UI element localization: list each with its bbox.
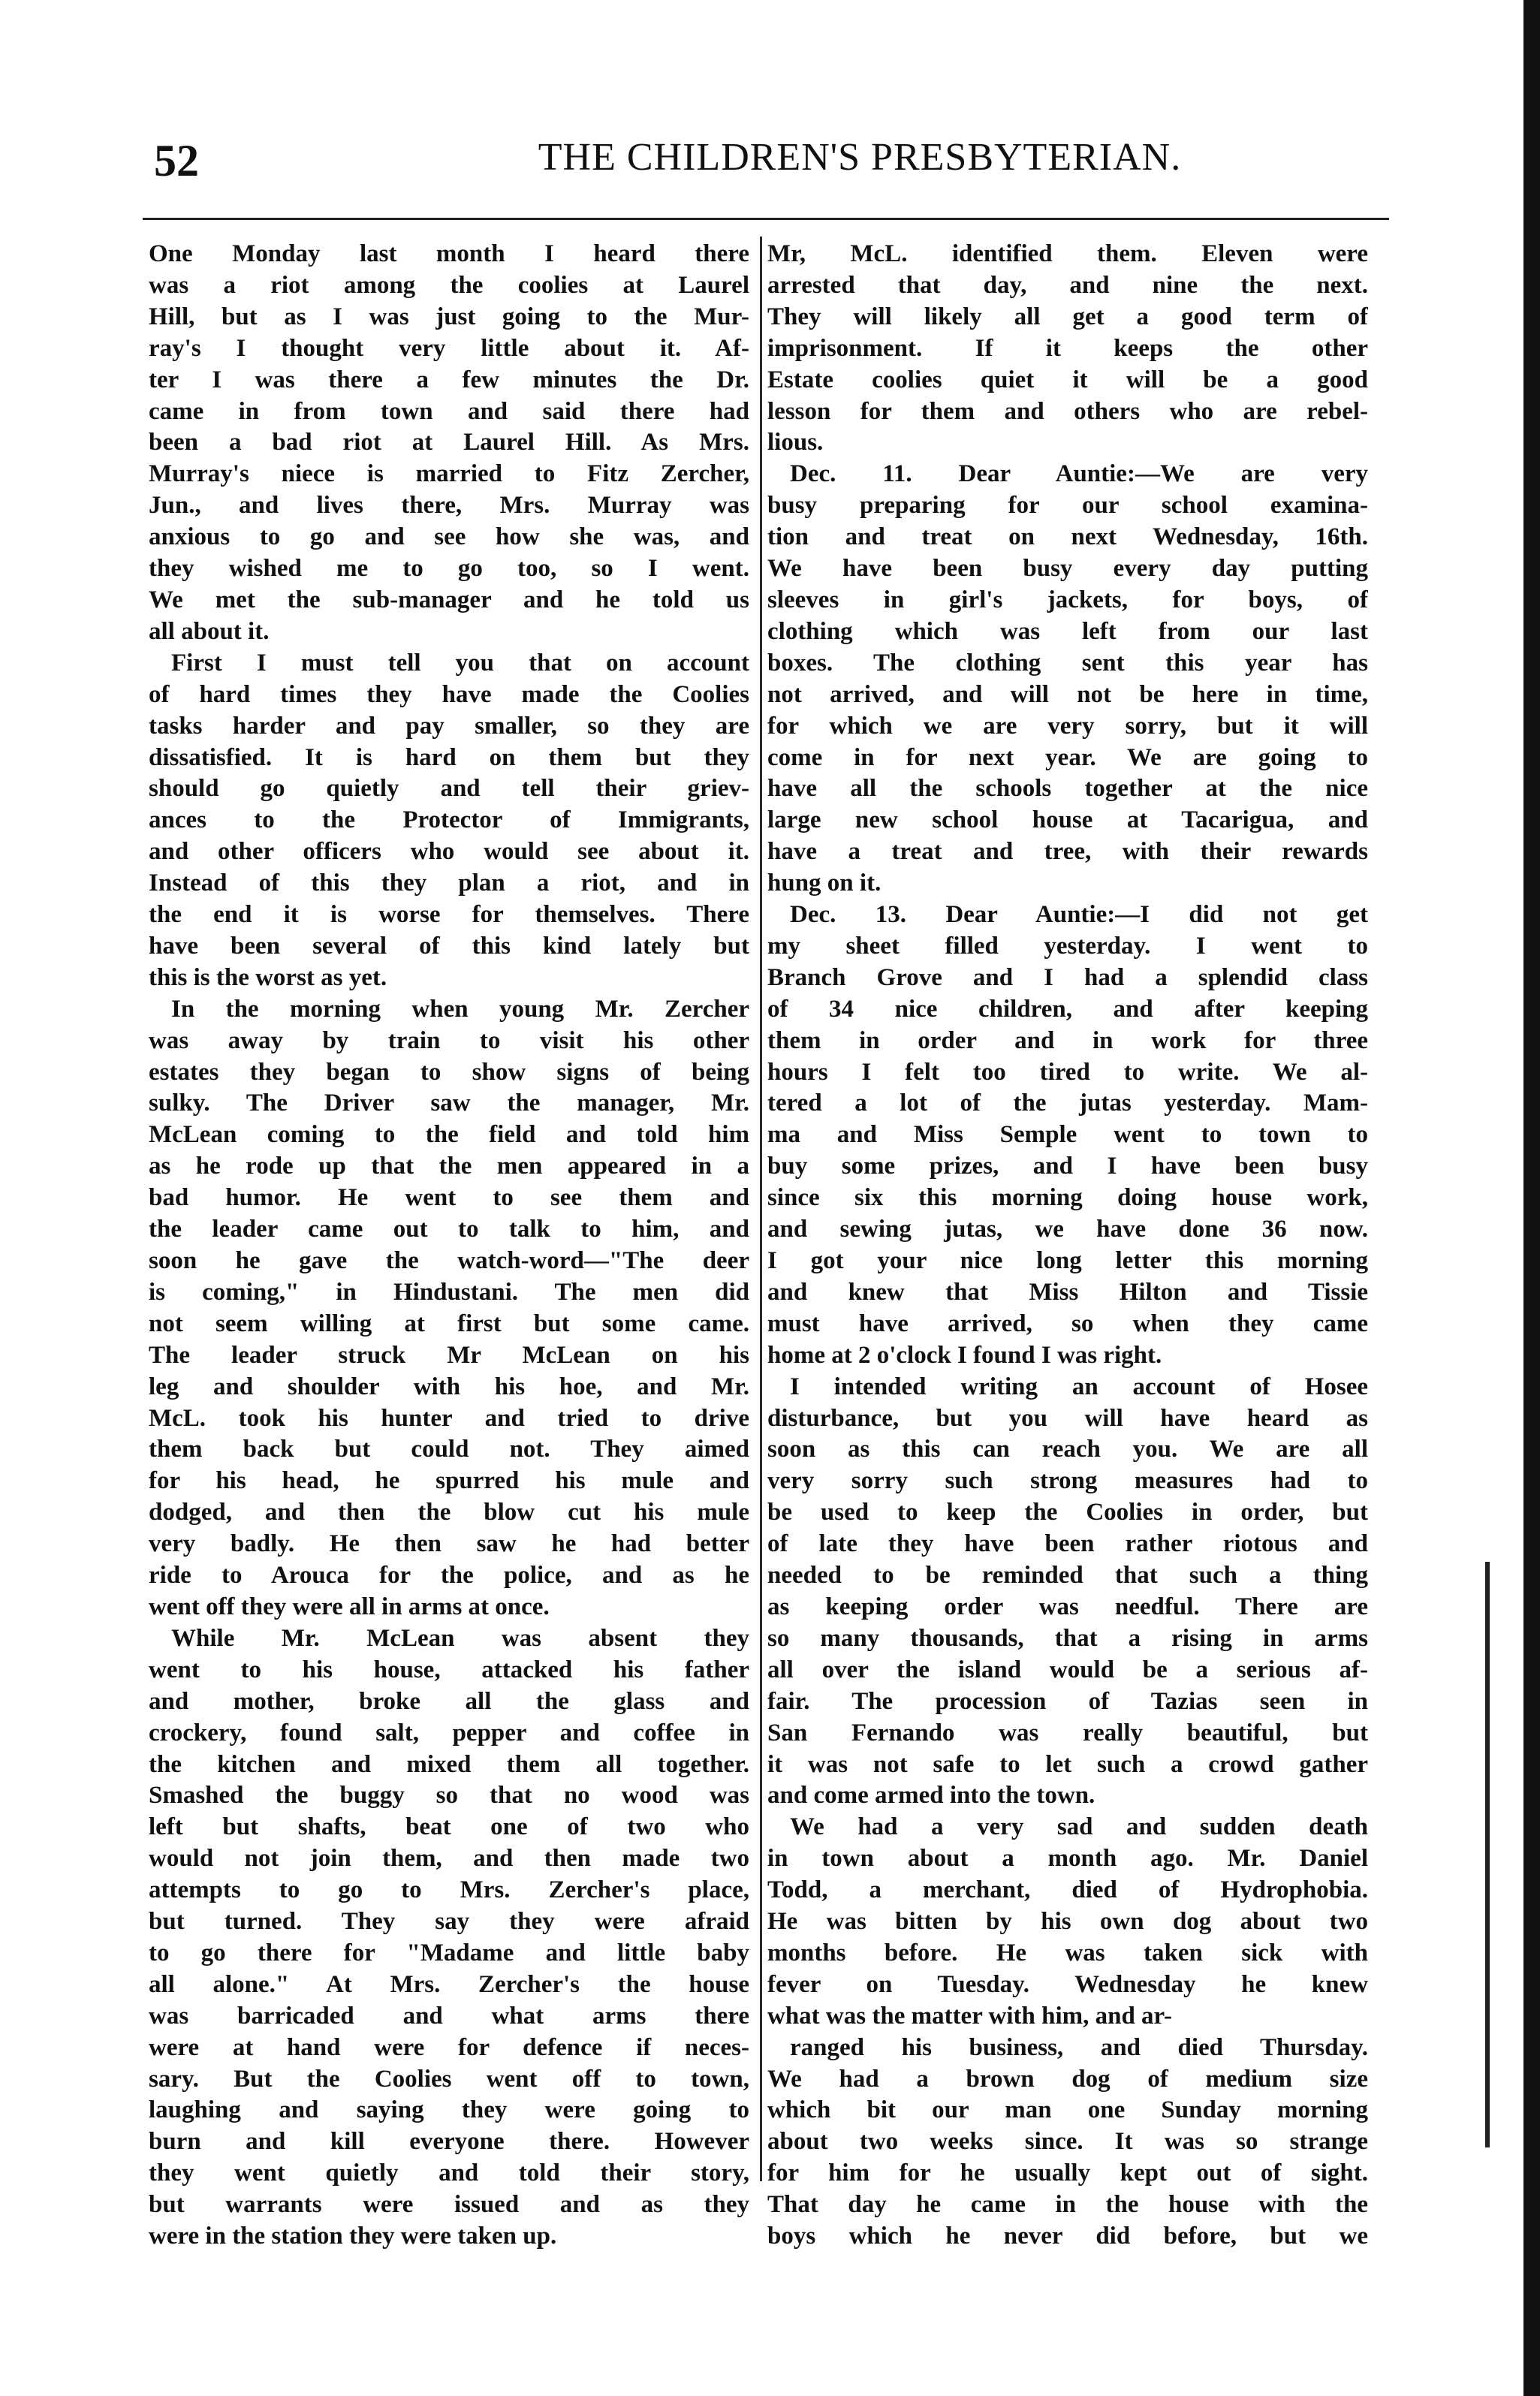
- text-line: them in order and in work for three: [767, 1026, 1368, 1054]
- text-line: Jun., and lives there, Mrs. Murray was: [149, 492, 749, 520]
- text-line: ride to Arouca for the police, and as he: [149, 1562, 749, 1590]
- text-line: for him for he usually kept out of sight.: [767, 2159, 1368, 2187]
- text-line: have all the schools together at the nice: [767, 775, 1368, 803]
- text-line: of hard times they have made the Coolies: [149, 680, 749, 708]
- text-line: for which we are very sorry, but it will: [767, 712, 1368, 740]
- text-line: they wished me to go too, so I went.: [149, 555, 749, 583]
- text-line: to go there for "Madame and little baby: [149, 1939, 749, 1967]
- text-line: the end it is worse for themselves. There: [149, 901, 749, 929]
- text-line: Mr, McL. identified them. Eleven were: [767, 240, 1368, 267]
- text-line: sary. But the Coolies went off to town,: [149, 2065, 749, 2093]
- text-line: the leader came out to talk to him, and: [149, 1216, 749, 1243]
- text-line: Estate coolies quiet it will be a good: [767, 366, 1368, 393]
- running-head: THE CHILDREN'S PRESBYTERIAN.: [538, 136, 1182, 179]
- text-line: tasks harder and pay smaller, so they are: [149, 712, 749, 740]
- text-line: was away by train to visit his other: [149, 1026, 749, 1054]
- text-line: First I must tell you that on account: [171, 649, 749, 677]
- text-line: anxious to go and see how she was, and: [149, 523, 749, 551]
- text-line: was a riot among the coolies at Laurel: [149, 271, 749, 299]
- text-line: must have arrived, so when they came: [767, 1310, 1368, 1337]
- text-line: They will likely all get a good term of: [767, 303, 1368, 330]
- page-number: 52: [154, 136, 199, 185]
- page-edge: [1523, 0, 1540, 2396]
- margin-mark: [1485, 1562, 1490, 2147]
- text-line: very sorry such strong measures had to: [767, 1467, 1368, 1495]
- text-line: so many thousands, that a rising in arms: [767, 1624, 1368, 1652]
- text-line: in town about a month ago. Mr. Daniel: [767, 1845, 1368, 1873]
- text-line: since six this morning doing house work,: [767, 1184, 1368, 1212]
- text-line: crockery, found salt, pepper and coffee in: [149, 1719, 749, 1747]
- text-line: sulky. The Driver saw the manager, Mr.: [149, 1090, 749, 1117]
- text-line: San Fernando was really beautiful, but: [767, 1719, 1368, 1747]
- text-line: very badly. He then saw he had better: [149, 1530, 749, 1558]
- text-line: ranged his business, and died Thursday.: [790, 2033, 1368, 2061]
- text-line: soon he gave the watch-word—"The deer: [149, 1247, 749, 1274]
- text-line: about two weeks since. It was so strange: [767, 2128, 1368, 2156]
- text-line: as keeping order was needful. There are: [767, 1593, 1368, 1620]
- text-line: they went quietly and told their story,: [149, 2159, 749, 2187]
- text-line: One Monday last month I heard there: [149, 240, 749, 267]
- text-line: needed to be reminded that such a thing: [767, 1562, 1368, 1590]
- text-line: as he rode up that the men appeared in a: [149, 1153, 749, 1180]
- text-line: Branch Grove and I had a splendid class: [767, 963, 1368, 991]
- text-line: and come armed into the town.: [767, 1782, 1095, 1810]
- text-line: the kitchen and mixed them all together.: [149, 1750, 749, 1778]
- text-line: and sewing jutas, we have done 36 now.: [767, 1216, 1368, 1243]
- text-line: and other officers who would see about it.: [149, 838, 749, 866]
- text-line: I intended writing an account of Hosee: [790, 1373, 1368, 1400]
- text-line: went off they were all in arms at once.: [149, 1593, 550, 1620]
- text-line: and knew that Miss Hilton and Tissie: [767, 1278, 1368, 1306]
- text-line: boys which he never did before, but we: [767, 2223, 1368, 2250]
- text-line: ances to the Protector of Immigrants,: [149, 806, 749, 834]
- text-line: them back but could not. They aimed: [149, 1436, 749, 1463]
- text-line: should go quietly and tell their griev-: [149, 775, 749, 803]
- text-line: While Mr. McLean was absent they: [171, 1624, 749, 1652]
- text-line: attempts to go to Mrs. Zercher's place,: [149, 1876, 749, 1904]
- text-line: burn and kill everyone there. However: [149, 2128, 749, 2156]
- text-line: not arrived, and will not be here in time,: [767, 680, 1368, 708]
- text-line: boxes. The clothing sent this year has: [767, 649, 1368, 677]
- text-line: left but shafts, beat one of two who: [149, 1813, 749, 1841]
- text-line: estates they began to show signs of being: [149, 1058, 749, 1086]
- text-line: which bit our man one Sunday morning: [767, 2096, 1368, 2124]
- text-line: ma and Miss Semple went to town to: [767, 1121, 1368, 1149]
- text-line: this is the worst as yet.: [149, 963, 387, 991]
- text-line: Dec. 11. Dear Auntie:—We are very: [790, 460, 1368, 488]
- text-line: and mother, broke all the glass and: [149, 1687, 749, 1715]
- text-line: but warrants were issued and as they: [149, 2191, 749, 2219]
- text-line: went to his house, attacked his father: [149, 1656, 749, 1683]
- text-line: disturbance, but you will have heard as: [767, 1404, 1368, 1432]
- text-line: all about it.: [149, 617, 270, 645]
- text-line: fair. The procession of Tazias seen in: [767, 1687, 1368, 1715]
- text-line: would not join them, and then made two: [149, 1845, 749, 1873]
- text-line: buy some prizes, and I have been busy: [767, 1153, 1368, 1180]
- text-line: be used to keep the Coolies in order, but: [767, 1499, 1368, 1527]
- text-line: soon as this can reach you. We are all: [767, 1436, 1368, 1463]
- text-line: Smashed the buggy so that no wood was: [149, 1782, 749, 1810]
- text-line: tion and treat on next Wednesday, 16th.: [767, 523, 1368, 551]
- page-header: [0, 135, 1540, 195]
- text-line: We had a very sad and sudden death: [790, 1813, 1368, 1841]
- text-line: leg and shoulder with his hoe, and Mr.: [149, 1373, 749, 1400]
- text-line: dodged, and then the blow cut his mule: [149, 1499, 749, 1527]
- text-line: arrested that day, and nine the next.: [767, 271, 1368, 299]
- text-line: Hill, but as I was just going to the Mur-: [149, 303, 749, 330]
- text-line: I got your nice long letter this morning: [767, 1247, 1368, 1274]
- text-line: dissatisfied. It is hard on them but they: [149, 743, 749, 771]
- text-line: busy preparing for our school examina-: [767, 492, 1368, 520]
- text-line: imprisonment. If it keeps the other: [767, 334, 1368, 362]
- text-line: is coming," in Hindustani. The men did: [149, 1278, 749, 1306]
- text-line: were in the station they were taken up.: [149, 2223, 557, 2250]
- text-line: was barricaded and what arms there: [149, 2002, 749, 2030]
- text-line: what was the matter with him, and ar-: [767, 2002, 1172, 2030]
- text-line: but turned. They say they were afraid: [149, 1908, 749, 1936]
- text-line: clothing which was left from our last: [767, 617, 1368, 645]
- text-line: hung on it.: [767, 869, 882, 897]
- text-line: tered a lot of the jutas yesterday. Mam-: [767, 1090, 1368, 1117]
- text-line: lesson for them and others who are rebel-: [767, 397, 1368, 425]
- text-line: all alone." At Mrs. Zercher's the house: [149, 1970, 749, 1998]
- text-line: not seem willing at first but some came.: [149, 1310, 749, 1337]
- text-line: hours I felt too tired to write. We al-: [767, 1058, 1368, 1086]
- text-line: sleeves in girl's jackets, for boys, of: [767, 586, 1368, 613]
- text-line: Instead of this they plan a riot, and in: [149, 869, 749, 897]
- text-line: The leader struck Mr McLean on his: [149, 1341, 749, 1369]
- text-line: bad humor. He went to see them and: [149, 1184, 749, 1212]
- text-line: my sheet filled yesterday. I went to: [767, 932, 1368, 960]
- header-rule: [143, 218, 1389, 220]
- column-divider: [760, 237, 762, 2181]
- text-line: McLean coming to the field and told him: [149, 1121, 749, 1149]
- left-column: [149, 239, 749, 2253]
- text-line: it was not safe to let such a crowd gather: [767, 1750, 1368, 1778]
- text-line: We have been busy every day putting: [767, 555, 1368, 583]
- text-line: He was bitten by his own dog about two: [767, 1908, 1368, 1936]
- text-line: McL. took his hunter and tried to drive: [149, 1404, 749, 1432]
- text-line: have been several of this kind lately but: [149, 932, 749, 960]
- text-line: ter I was there a few minutes the Dr.: [149, 366, 749, 393]
- text-line: home at 2 o'clock I found I was right.: [767, 1341, 1162, 1369]
- text-line: been a bad riot at Laurel Hill. As Mrs.: [149, 429, 749, 457]
- text-line: lious.: [767, 429, 824, 457]
- text-line: That day he came in the house with the: [767, 2191, 1368, 2219]
- text-line: ray's I thought very little about it. Af-: [149, 334, 749, 362]
- text-line: Murray's niece is married to Fitz Zercher,: [149, 460, 749, 488]
- text-line: have a treat and tree, with their rewards: [767, 838, 1368, 866]
- text-line: We had a brown dog of medium size: [767, 2065, 1368, 2093]
- text-line: Todd, a merchant, died of Hydrophobia.: [767, 1876, 1368, 1904]
- text-line: We met the sub-manager and he told us: [149, 586, 749, 613]
- text-line: In the morning when young Mr. Zercher: [171, 995, 749, 1023]
- text-line: for his head, he spurred his mule and: [149, 1467, 749, 1495]
- text-line: all over the island would be a serious af-: [767, 1656, 1368, 1683]
- text-line: laughing and saying they were going to: [149, 2096, 749, 2124]
- text-line: of late they have been rather riotous and: [767, 1530, 1368, 1558]
- text-line: were at hand were for defence if neces-: [149, 2033, 749, 2061]
- text-line: months before. He was taken sick with: [767, 1939, 1368, 1967]
- text-line: come in for next year. We are going to: [767, 743, 1368, 771]
- text-line: of 34 nice children, and after keeping: [767, 995, 1368, 1023]
- text-line: Dec. 13. Dear Auntie:—I did not get: [790, 901, 1368, 929]
- right-column: [767, 239, 1368, 2253]
- text-line: came in from town and said there had: [149, 397, 749, 425]
- text-line: fever on Tuesday. Wednesday he knew: [767, 1970, 1368, 1998]
- text-line: large new school house at Tacarigua, and: [767, 806, 1368, 834]
